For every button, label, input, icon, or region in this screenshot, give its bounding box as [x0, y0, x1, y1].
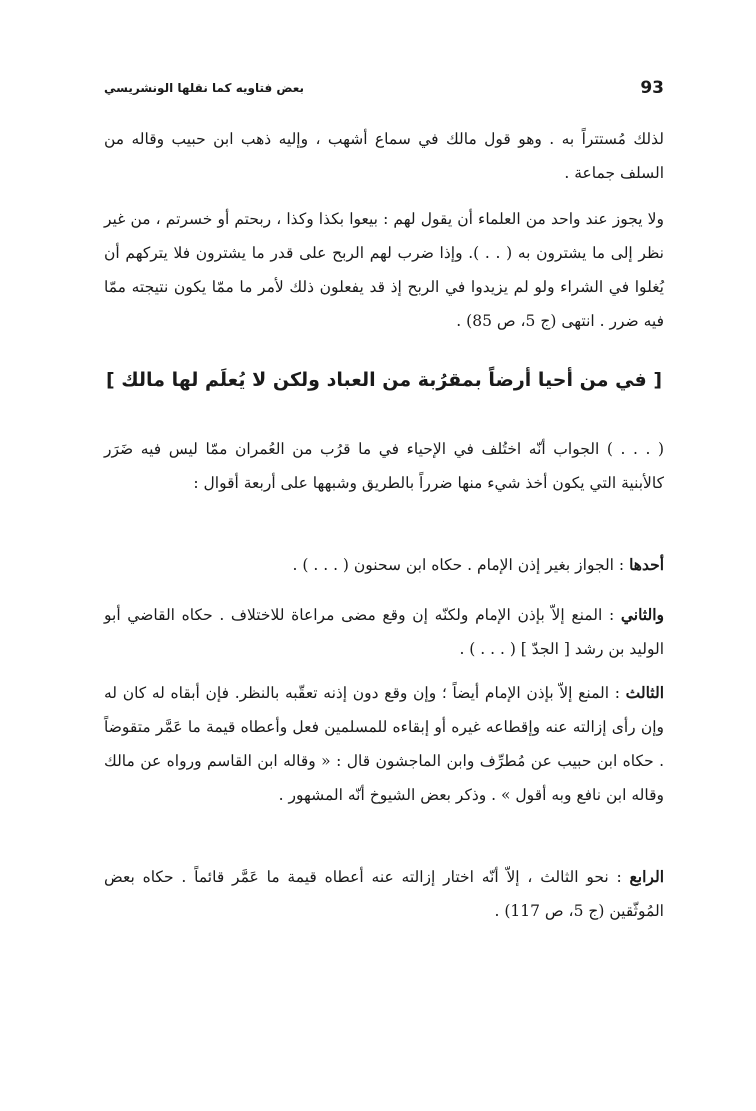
- paragraph-text: لذلك مُستتراً به . وهو قول مالك في سماع أشهب ، وإليه ذهب ابن حبيب وقاله من السلف جماعة .: [104, 130, 664, 182]
- opinion-lead: الثالث: [625, 683, 664, 702]
- paragraph-answer: [104, 432, 702, 500]
- paragraph-continuation: [104, 122, 664, 190]
- opinion-text: : الجواز بغير إذن الإمام . حكاه ابن سحنون ( . . . ) .: [292, 556, 630, 574]
- page-number: 93: [640, 78, 664, 98]
- opinion-lead: الرابع: [629, 867, 664, 886]
- opinion-lead: أحدها: [629, 555, 664, 574]
- paragraph-text: ولا يجوز عند واحد من العلماء أن يقول لهم : بيعوا بكذا وكذا ، ربحتم أو خسرتم ، من غير نظر إلى ما يشترون به ( . . ). وإذا ضرب لهم الربح على قدر ما يشترون فلا يتركهم أن يُغلوا في الشراء ولو لم يزيدوا في الربح إذ قد يفعلون ذلك لأمر ما ممّا يكون نتيجته ممّا فيه ضرر . انتهى (ج 5، ص 85) .: [104, 210, 664, 330]
- running-title: بعض فتاويه كما نقلها الونشريسي: [104, 81, 305, 95]
- paragraph-text: ( . . . ) الجواب أنّه اختُلف في الإحياء في ما قرُب من العُمران ممّا ليس فيه ضَرَر كالأبنية التي يكون أخذ شيء منها ضرراً بالطريق وشبهها على أربعة أقوال :: [104, 440, 664, 492]
- page-header: [104, 78, 664, 104]
- opinion-text: : نحو الثالث ، إلاّ أنّه اختار إزالته عنه أعطاه قيمة ما عَمَّر قائماً . حكاه بعض المُوثّقين (ج 5، ص 117) .: [104, 868, 664, 920]
- opinion-second: [104, 598, 664, 666]
- opinion-text: : المنع إلاّ بإذن الإمام أيضاً ؛ وإن وقع دون إذنه تعقّبه بالنظر. فإن أبقاه له كان له وإن رأى إزالته عنه وإقطاعه غيره أو إبقاءه للمسلمين فعل وأعطاه قيمة ما عَمَّر متقوضاً . حكاه ابن حبيب عن مُطرِّف وابن الماجشون قال : « وقاله ابن القاسم ورواه عن مالك وقاله ابن نافع وبه أقول » . وذكر بعض الشيوخ أنّه المشهور .: [104, 684, 664, 804]
- opinion-third: [104, 676, 664, 812]
- opinion-first: [104, 548, 702, 582]
- opinion-text: : المنع إلاّ بإذن الإمام ولكنّه إن وقع مضى مراعاة للاختلاف . حكاه القاضي أبو الوليد بن رشد [ الجدّ ] ( . . . ) .: [104, 606, 664, 658]
- opinion-lead: والثاني: [620, 605, 664, 624]
- opinion-fourth: [104, 860, 664, 928]
- section-heading: [ في من أحيا أرضاً بمقرُبة من العباد ولكن لا يُعلَم لها مالك ]: [105, 369, 663, 391]
- paragraph-pricing-rule: [104, 202, 702, 338]
